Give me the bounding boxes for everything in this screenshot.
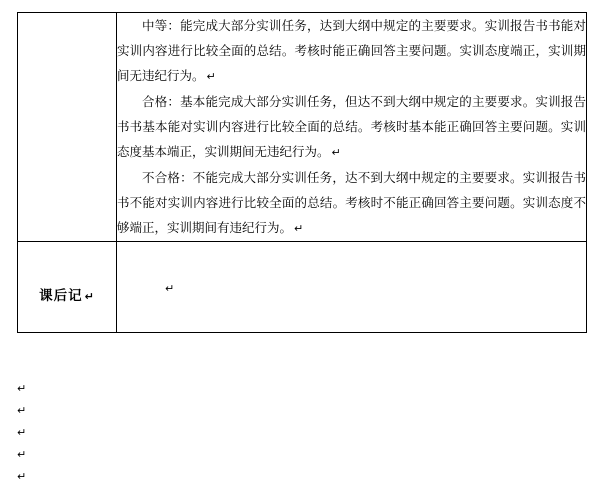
table-row [18,242,587,333]
paragraph-fail [117,165,586,241]
paragraph-mark: ↵ [17,470,27,483]
paragraph-mark: ↵ [84,290,95,303]
paragraph-mark: ↵ [17,426,27,439]
after-class-notes-label [18,284,116,304]
label-text: 课后记 [39,288,83,304]
trailing-paragraph-marks [17,378,317,488]
paragraph-mark: ↵ [206,70,216,83]
table-row [18,13,587,242]
paragraph-medium [117,13,586,89]
paragraph-mark: ↵ [17,448,27,461]
paragraph-mark: ↵ [165,282,175,295]
paragraph-mark: ↵ [17,404,27,417]
paragraph-pass [117,89,586,165]
paragraph-mark: ↵ [17,382,27,395]
paragraph-text: 中等：能完成大部分实训任务，达到大纲中规定的主要要求。实训报告书书能对实训内容进行比较全面的总结。考核时能正确回答主要问题。实训态度端正，实训期间无违纪行为。 [117,18,586,83]
paragraph-text: 不合格：不能完成大部分实训任务，达不到大纲中规定的主要要求。实训报告书书不能对实训内容进行比较全面的总结。考核时不能正确回答主要问题。实训态度不够端正，实训期间有违纪行为。 [117,170,586,235]
paragraph-mark: ↵ [294,222,304,235]
paragraph-mark: ↵ [331,146,341,159]
criteria-body-cell [117,13,587,242]
after-class-notes-label-cell [18,242,117,333]
criteria-label-cell [18,13,117,242]
paragraph-text: 合格：基本能完成大部分实训任务，但达不到大纲中规定的主要要求。实训报告书书基本能对实训内容进行比较全面的总结。考核时基本能正确回答主要问题。实训态度基本端正，实训期间无违纪行为。 [117,94,586,159]
grading-criteria-table [17,12,587,333]
after-class-notes-body-cell [117,242,587,333]
